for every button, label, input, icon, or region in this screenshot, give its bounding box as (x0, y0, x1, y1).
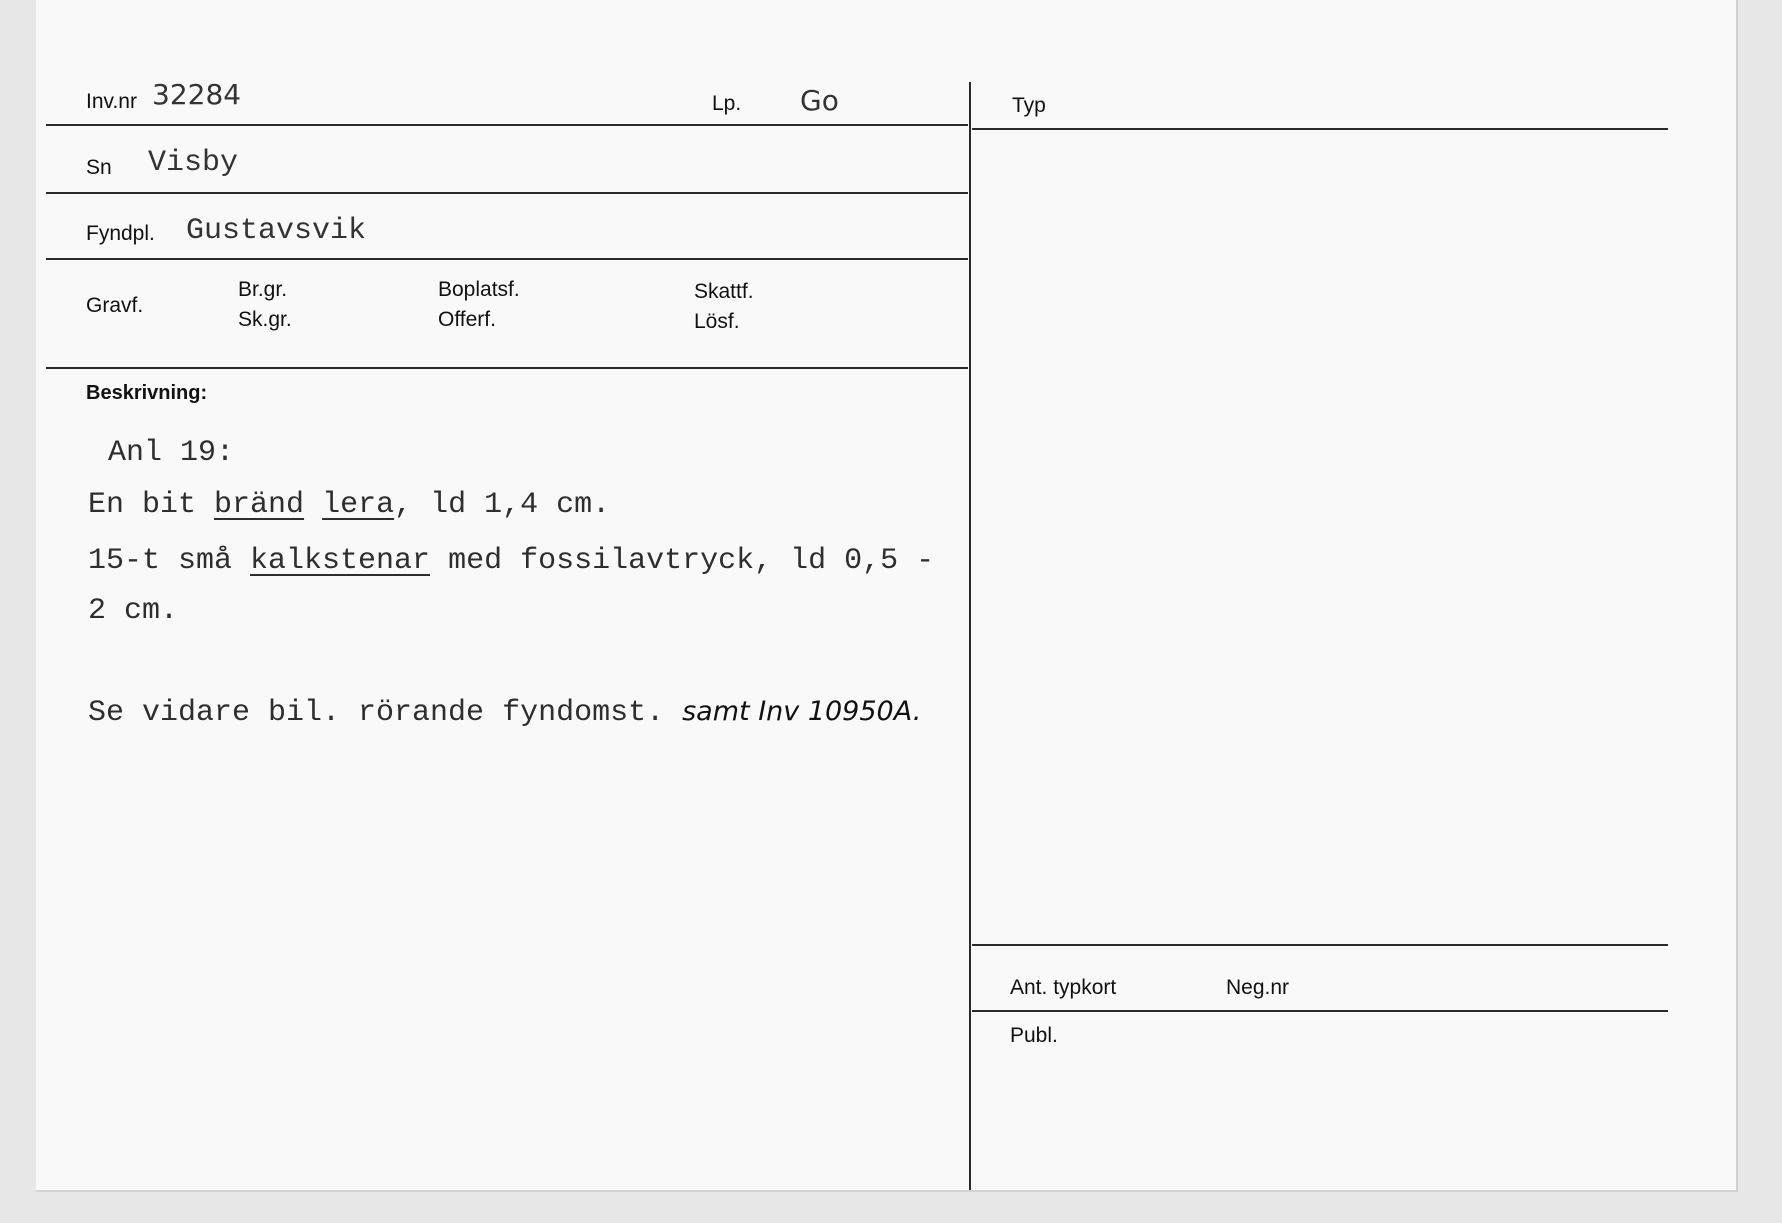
rule-fyndpl (46, 258, 968, 260)
skattf-label: Skattf. (694, 280, 754, 303)
rule-inv (46, 124, 968, 126)
brgr-label: Br.gr. (238, 278, 288, 301)
fyndpl-label: Fyndpl. (86, 222, 155, 245)
offerf-label: Offerf. (438, 308, 496, 331)
sn-value: Visby (148, 146, 239, 180)
typ-label: Typ (1012, 94, 1046, 117)
boplatsf-label: Boplatsf. (438, 278, 520, 301)
description-line-4: 2 cm. (88, 594, 179, 628)
rule-ant-bottom (972, 1010, 1668, 1012)
publ-label: Publ. (1010, 1024, 1058, 1047)
handwritten-note: samt Inv 10950A. (682, 696, 922, 727)
description-line-3: 15-t små kalkstenar med fossilavtryck, ld 0,5 - (88, 544, 935, 578)
negnr-label: Neg.nr (1226, 976, 1290, 999)
inv-value: 32284 (152, 78, 242, 111)
skgr-label: Sk.gr. (238, 308, 292, 331)
rule-typ (972, 128, 1668, 130)
sn-label: Sn (86, 156, 112, 179)
gravf-label: Gravf. (86, 294, 144, 317)
fyndpl-value: Gustavsvik (186, 214, 367, 248)
column-divider (969, 82, 971, 1190)
rule-ant-top (972, 944, 1668, 946)
description-line-5: Se vidare bil. rörande fyndomst. samt Inv 10950A. (88, 696, 922, 730)
catalog-card (36, 0, 1738, 1192)
lp-value: Go (800, 84, 839, 117)
ant-typkort-label: Ant. typkort (1010, 976, 1117, 999)
description-line-1 (108, 436, 234, 470)
rule-categories (46, 367, 968, 369)
beskrivning-label: Beskrivning: (86, 382, 208, 404)
description-line-2: En bit bränd lera, ld 1,4 cm. (88, 488, 611, 522)
inv-label: Inv.nr (86, 90, 137, 113)
anl-text: Anl 19: (108, 436, 235, 470)
rule-sn (46, 192, 968, 194)
losf-label: Lösf. (694, 310, 740, 333)
lp-label: Lp. (712, 92, 742, 115)
